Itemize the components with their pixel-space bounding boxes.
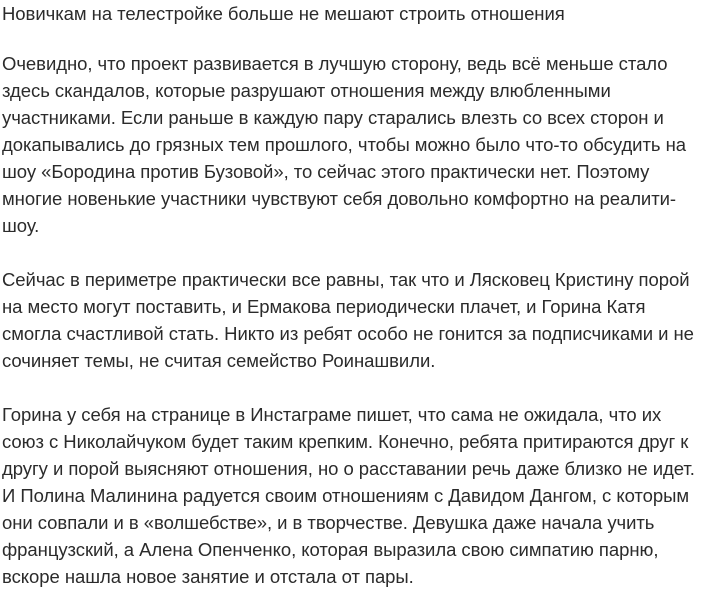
article-paragraph-1: Очевидно, что проект развивается в лучшую сторону, ведь всё меньше стало здесь скандалов, которые разрушают отношения между влюбленными участниками. Если раньше в каждую пару старались влезть со всех сторон и докапывались до грязных тем прошлого, чтобы можно было что-то обсудить на шоу «Бородина против Бузовой», то сейчас этого практически нет. Поэтому многие новенькие участники чувствуют себя довольно комфортно на реалити-шоу.: [2, 53, 686, 236]
article-paragraph-2: Сейчас в периметре практически все равны, так что и Лясковец Кристину порой на место могут поставить, и Ермакова периодически плачет, и Горина Катя смогла счастливой стать. Никто из ребят особо не гонится за подписчиками и не сочиняет темы, не считая семейство Роинашвили.: [2, 269, 694, 371]
article-paragraph-3: Горина у себя на странице в Инстаграме пишет, что сама не ожидала, что их союз с Николайчуком будет таким крепким. Конечно, ребята притираются друг к другу и порой выясняют отношения, но о расставании речь даже близко не идет. И Полина Малинина радуется своим отношениям с Давидом Дангом, с которым они совпали и в «волшебстве», и в творчестве. Девушка даже начала учить французский, а Алена Опенченко, которая выразила свою симпатию парню, вскоре нашла новое занятие и отстала от пары.: [2, 404, 695, 587]
article-title: Новичкам на телестройке больше не мешают строить отношения: [2, 3, 565, 24]
article: [2, 0, 708, 590]
